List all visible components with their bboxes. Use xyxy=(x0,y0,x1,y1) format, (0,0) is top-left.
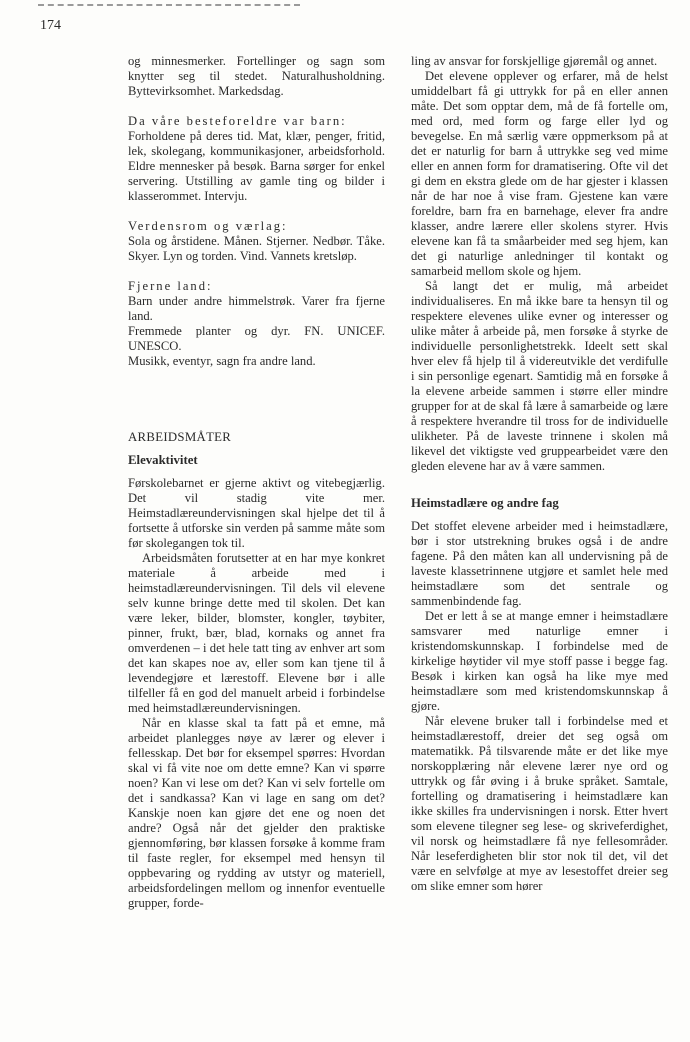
verdensrom-text: Sola og årstidene. Månen. Stjerner. Nedbør. Tåke. Skyer. Lyn og torden. Vind. Vannets kretsløp. xyxy=(128,234,385,263)
fjerne-label: Fjerne land: xyxy=(128,279,213,293)
verdensrom-label: Verdensrom og værlag: xyxy=(128,219,288,233)
fjerne-line: Fremmede planter og dyr. FN. UNICEF. UNESCO. xyxy=(128,324,385,353)
top-rule xyxy=(38,4,300,6)
intro-paragraph: og minnesmerker. Fortellinger og sagn som knytter seg til stedet. Naturalhusholdning. Byttevirksomhet. Markedsdag. xyxy=(128,54,385,98)
section-heading: ARBEIDSMÅTER xyxy=(128,430,232,444)
forfedre-text: Forholdene på deres tid. Mat, klær, penger, fritid, lek, skolegang, kommunikasjoner, arbeidsforhold. Eldre mennesker på besøk. Barna sørger for enkel servering. Utstilling av gamle ting og bilder i klasserommet. Intervju. xyxy=(128,129,385,203)
body-paragraph: Når en klasse skal ta fatt på et emne, må arbeidet planlegges nøye av lærer og elever i fellesskap. Det bør for eksempel spørres: Hvordan skal vi få vite noe om dette emne? Kan vi spørre noen? Kan vi lese om det? Kan vi selv fortelle om det i sandkassa? Kan vi lage en sang om det? Kanskje noen kan gjøre det ene og noen det andre? Også når det gjelder den praktiske gjennomføring, bør klassen forsøke å komme fram til faste regler, for eksempel med hensyn til oppbevaring og rydding av utstyr og materiell, arbeidsfordelingen mellom og innenfor eventuelle grupper, forde- xyxy=(128,716,385,910)
subsection-heading: Heimstadlære og andre fag xyxy=(411,496,559,510)
page-number: 174 xyxy=(40,18,61,33)
fjerne-line: Barn under andre himmelstrøk. Varer fra fjerne land. xyxy=(128,294,385,323)
body-paragraph: Det stoffet elevene arbeider med i heimstadlære, bør i stor utstrekning brukes også i de andre fagene. På den måten kan all undervisning på de laveste klassetrinnene utgjøre et samlet hele med heimstadlære som det sentrale og sammenbindende fag. xyxy=(411,519,668,608)
body-paragraph: Det elevene opplever og erfarer, må de helst umiddelbart få gi uttrykk for på en eller annen måte. Det som opptar dem, må de få fortelle om, med ord, med form og farge eller lyd og bevegelse. En må særlig være oppmerksom på at det er naturlig for barn å uttrykke seg ved mime eller en annen form for dramatisering. Ofte vil det gi dem en ekstra glede om de har gjester i klassen når de har noe å vise fram. Gjestene kan være foreldre, barn fra en barnehage, elever fra andre klasser, andre lærere eller skolens styrer. Hvis elevene kan få ta småarbeider med seg hjem, kan det gi naturlige anledninger til kontakt og samarbeid mellom skole og hjem. xyxy=(411,69,668,278)
subsection-heading: Elevaktivitet xyxy=(128,453,198,467)
body-paragraph: Arbeidsmåten forutsetter at en har mye konkret materiale å arbeide med i heimstadlæreundervisningen. Til dels vil elevene selv kunne bringe dette med til skolen. Det kan være leker, bilder, blomster, kongler, tøybiter, pinner, frukt, bær, blad, kornaks og annet fra omverdenen – i det hele tatt ting av enhver art som det kan skapes noe av, eller som kan tjene til å levendegjøre et lærestoff. Elevene bør i alle tilfeller få en god del manuelt arbeid i forbindelse med heimstadlæreundervisningen. xyxy=(128,551,385,715)
right-column xyxy=(411,54,668,894)
body-paragraph: Når elevene bruker tall i forbindelse med et heimstadlærestoff, dreier det seg også om matematikk. På tilsvarende måte er det like mye norskopplæring når elevene lærer nye ord og uttrykk og får øving i å bruke språket. Samtale, fortelling og dramatisering i heimstadlære kan ikke skilles fra undervisningen i norsk. Etter hvert som elevene tilegner seg lese- og skriveferdighet, vil norsk og heimstadlære få nye fellesområder. Når leseferdigheten blir stor nok til det, vil det være en selvfølge at mye av lesestoffet dreier seg om slike emner som hører xyxy=(411,714,668,893)
forfedre-label: Da våre besteforeldre var barn: xyxy=(128,114,347,128)
body-paragraph: Så langt det er mulig, må arbeidet individualiseres. En må ikke bare ta hensyn til og respektere elevenes ulike evner og interesser og ulike måter å arbeide på, men forsøke å styrke de individuelle personlighetstrekk. Ideelt sett skal hver elev få hjelp til å videreutvikle det verdifulle i sin personlige egenart. Samtidig må en forsøke å la elevene arbeide sammen i større eller mindre grupper for at de skal få lære å samarbeide og lære å respektere hverandre til tross for de individuelle ulikheter. På de laveste trinnene i skolen må likevel det viktigste ved gruppearbeidet være den gleden elevene har av å være sammen. xyxy=(411,279,668,473)
body-paragraph: Førskolebarnet er gjerne aktivt og vitebegjærlig. Det vil stadig vite mer. Heimstadlæreundervisningen skal hjelpe det til å fortsette å utforske sin verden på samme måte som før skolegangen tok til. xyxy=(128,476,385,550)
fjerne-line: Musikk, eventyr, sagn fra andre land. xyxy=(128,354,316,368)
spacer xyxy=(128,369,385,430)
body-paragraph: ling av ansvar for forskjellige gjøremål og annet. xyxy=(411,54,658,68)
body-paragraph: Det er lett å se at mange emner i heimstadlære samsvarer med naturlige emner i kristendomskunnskap. I forbindelse med de kirkelige høytider vil mye stoff passe i begge fag. Besøk i kirken kan også ha like mye med heimstadlære som med kristendomskunnskap å gjøre. xyxy=(411,609,668,713)
left-column xyxy=(128,54,385,911)
